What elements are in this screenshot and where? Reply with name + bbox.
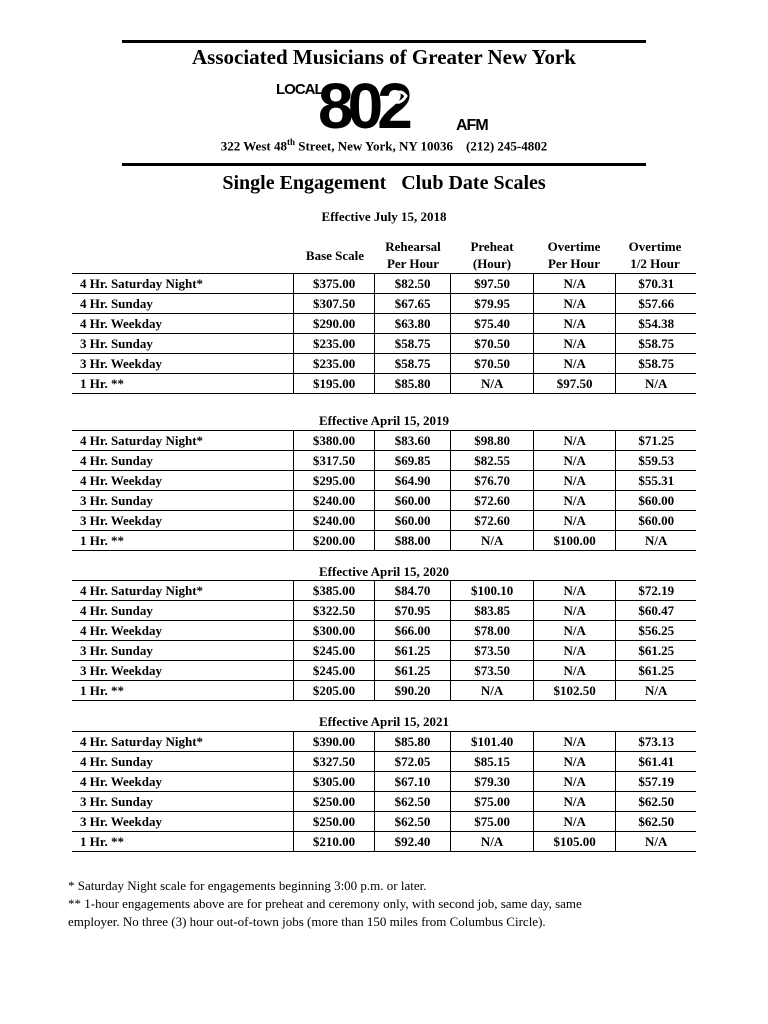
row-label: 4 Hr. Sunday xyxy=(80,296,153,311)
table-cell: $73.50 xyxy=(451,641,534,661)
table-cell: $57.66 xyxy=(616,294,696,314)
table-cell: $66.00 xyxy=(374,621,451,641)
table-cell: $72.60 xyxy=(451,491,534,511)
table-cell: N/A xyxy=(533,334,616,354)
table-cell: $62.50 xyxy=(616,792,696,812)
table-cell: $200.00 xyxy=(294,531,375,551)
table-cell: $54.38 xyxy=(616,314,696,334)
row-label: 4 Hr. Weekday xyxy=(80,623,162,638)
table-cell: $85.80 xyxy=(374,374,451,394)
table-cell: $72.19 xyxy=(616,581,696,601)
table-cell: $56.25 xyxy=(616,621,696,641)
table-cell: $290.00 xyxy=(294,314,375,334)
table-cell: $322.50 xyxy=(294,601,375,621)
table-row xyxy=(72,531,696,551)
table-cell: $70.95 xyxy=(374,601,451,621)
table-cell: $71.25 xyxy=(616,431,696,451)
table-row xyxy=(72,334,696,354)
table-row xyxy=(72,431,696,451)
row-label: 4 Hr. Weekday xyxy=(80,473,162,488)
table-cell: $85.80 xyxy=(374,732,451,752)
table-row xyxy=(72,641,696,661)
table-cell: $100.10 xyxy=(451,581,534,601)
table-row xyxy=(72,451,696,471)
effective-date-1: Effective July 15, 2018 xyxy=(321,209,447,224)
table-cell: $205.00 xyxy=(294,681,375,701)
table-cell: N/A xyxy=(533,601,616,621)
table-cell: $98.80 xyxy=(451,431,534,451)
table-cell: $79.30 xyxy=(451,772,534,792)
table-cell: N/A xyxy=(533,661,616,681)
table-cell: $70.50 xyxy=(451,334,534,354)
table-cell: $75.00 xyxy=(451,812,534,832)
row-label: 4 Hr. Sunday xyxy=(80,603,153,618)
table-cell: $67.10 xyxy=(374,772,451,792)
table-cell: $61.25 xyxy=(616,641,696,661)
scale-table-2021 xyxy=(72,731,696,852)
table-row xyxy=(72,354,696,374)
table-cell: $62.50 xyxy=(616,812,696,832)
table-cell: $375.00 xyxy=(294,274,375,294)
table-cell: $97.50 xyxy=(451,274,534,294)
table-cell: N/A xyxy=(451,531,534,551)
table-cell: N/A xyxy=(533,752,616,772)
table-cell: $327.50 xyxy=(294,752,375,772)
row-label: 4 Hr. Sunday xyxy=(80,453,153,468)
scale-table-2020 xyxy=(72,580,696,701)
table-row xyxy=(72,772,696,792)
table-cell: $295.00 xyxy=(294,471,375,491)
table-cell: $78.00 xyxy=(451,621,534,641)
local-802-logo xyxy=(276,76,496,132)
table-cell: N/A xyxy=(533,641,616,661)
table-cell: N/A xyxy=(533,792,616,812)
table-cell: N/A xyxy=(451,374,534,394)
col-base-scale: Base Scale xyxy=(305,248,365,263)
row-label: 3 Hr. Weekday xyxy=(80,356,162,371)
table-row xyxy=(72,581,696,601)
row-label: 1 Hr. ** xyxy=(80,376,124,391)
row-label: 3 Hr. Sunday xyxy=(80,336,153,351)
table-cell: $57.19 xyxy=(616,772,696,792)
table-cell: N/A xyxy=(533,581,616,601)
table-row xyxy=(72,621,696,641)
footnote-one-hour-line2: employer. No three (3) hour out-of-town jobs (more than 150 miles from Columbus Circle). xyxy=(68,914,546,929)
table-cell: $97.50 xyxy=(533,374,616,394)
col-rehearsal: Rehearsal Per Hour xyxy=(385,239,441,271)
row-label: 4 Hr. Saturday Night* xyxy=(80,583,204,598)
row-label: 1 Hr. ** xyxy=(80,683,124,698)
table-row xyxy=(72,752,696,772)
row-label: 3 Hr. Sunday xyxy=(80,794,153,809)
table-cell: $69.85 xyxy=(374,451,451,471)
table-cell: N/A xyxy=(451,681,534,701)
table-cell: $92.40 xyxy=(374,832,451,852)
table-cell: N/A xyxy=(533,431,616,451)
table-row xyxy=(72,792,696,812)
table-cell: $79.95 xyxy=(451,294,534,314)
scale-table-2018 xyxy=(72,273,696,394)
table-cell: N/A xyxy=(616,531,696,551)
effective-date-2: Effective April 15, 2019 xyxy=(319,413,449,428)
table-cell: $70.31 xyxy=(616,274,696,294)
row-label: 4 Hr. Saturday Night* xyxy=(80,276,204,291)
row-label: 4 Hr. Saturday Night* xyxy=(80,433,204,448)
table-cell: N/A xyxy=(533,274,616,294)
row-label: 4 Hr. Sunday xyxy=(80,754,153,769)
table-cell: $83.60 xyxy=(374,431,451,451)
table-row xyxy=(72,732,696,752)
table-row xyxy=(72,601,696,621)
org-title: Associated Musicians of Greater New York xyxy=(192,45,576,69)
table-cell: $85.15 xyxy=(451,752,534,772)
table-cell: $235.00 xyxy=(294,354,375,374)
footnote-saturday: * Saturday Night scale for engagements beginning 3:00 p.m. or later. xyxy=(68,878,427,893)
table-row xyxy=(72,491,696,511)
table-cell: $390.00 xyxy=(294,732,375,752)
table-cell: $61.41 xyxy=(616,752,696,772)
col-overtime-half: Overtime 1/2 Hour xyxy=(628,239,682,271)
table-cell: N/A xyxy=(533,451,616,471)
table-cell: N/A xyxy=(533,354,616,374)
table-cell: $105.00 xyxy=(533,832,616,852)
table-cell: $61.25 xyxy=(374,661,451,681)
table-cell: $62.50 xyxy=(374,812,451,832)
table-cell: $60.47 xyxy=(616,601,696,621)
table-cell: $58.75 xyxy=(374,334,451,354)
table-cell: $82.50 xyxy=(374,274,451,294)
table-cell: $61.25 xyxy=(374,641,451,661)
table-cell: $100.00 xyxy=(533,531,616,551)
table-row xyxy=(72,661,696,681)
table-cell: $55.31 xyxy=(616,471,696,491)
table-cell: $88.00 xyxy=(374,531,451,551)
table-cell: $102.50 xyxy=(533,681,616,701)
table-row xyxy=(72,812,696,832)
table-cell: N/A xyxy=(616,681,696,701)
mid-rule xyxy=(122,163,646,166)
table-row xyxy=(72,374,696,394)
table-cell: $72.05 xyxy=(374,752,451,772)
table-cell: $385.00 xyxy=(294,581,375,601)
table-row xyxy=(72,511,696,531)
table-cell: $245.00 xyxy=(294,661,375,681)
row-label: 4 Hr. Weekday xyxy=(80,774,162,789)
row-label: 1 Hr. ** xyxy=(80,834,124,849)
table-cell: $63.80 xyxy=(374,314,451,334)
row-label: 3 Hr. Weekday xyxy=(80,814,162,829)
table-cell: N/A xyxy=(533,621,616,641)
table-cell: $250.00 xyxy=(294,792,375,812)
table-cell: $101.40 xyxy=(451,732,534,752)
table-cell: $305.00 xyxy=(294,772,375,792)
table-cell: $58.75 xyxy=(616,334,696,354)
column-headers xyxy=(72,238,696,274)
table-cell: $380.00 xyxy=(294,431,375,451)
footnote-one-hour-line1: ** 1-hour engagements above are for preheat and ceremony only, with second job, same day, same xyxy=(68,896,582,911)
table-cell: $250.00 xyxy=(294,812,375,832)
row-label: 1 Hr. ** xyxy=(80,533,124,548)
table-cell: $60.00 xyxy=(616,511,696,531)
logo-afm-text: AFM xyxy=(456,117,488,132)
table-cell: $75.40 xyxy=(451,314,534,334)
table-cell: N/A xyxy=(533,491,616,511)
table-cell: $235.00 xyxy=(294,334,375,354)
effective-date-3: Effective April 15, 2020 xyxy=(319,564,449,579)
table-cell: $307.50 xyxy=(294,294,375,314)
table-cell: $195.00 xyxy=(294,374,375,394)
table-cell: N/A xyxy=(533,294,616,314)
table-cell: N/A xyxy=(533,314,616,334)
table-cell: $60.00 xyxy=(616,491,696,511)
table-row xyxy=(72,274,696,294)
table-cell: $59.53 xyxy=(616,451,696,471)
logo-number-text: 802 xyxy=(318,76,407,132)
table-cell: N/A xyxy=(616,832,696,852)
table-cell: $70.50 xyxy=(451,354,534,374)
table-cell: N/A xyxy=(451,832,534,852)
row-label: 4 Hr. Saturday Night* xyxy=(80,734,204,749)
table-cell: N/A xyxy=(533,732,616,752)
col-preheat: Preheat (Hour) xyxy=(470,239,514,271)
table-cell: $75.00 xyxy=(451,792,534,812)
table-cell: $82.55 xyxy=(451,451,534,471)
table-cell: $210.00 xyxy=(294,832,375,852)
row-label: 3 Hr. Weekday xyxy=(80,663,162,678)
table-row xyxy=(72,471,696,491)
table-cell: $84.70 xyxy=(374,581,451,601)
table-row xyxy=(72,294,696,314)
logo-local-text: LOCAL xyxy=(276,81,323,98)
table-cell: $61.25 xyxy=(616,661,696,681)
row-label: 3 Hr. Weekday xyxy=(80,513,162,528)
row-label: 3 Hr. Sunday xyxy=(80,493,153,508)
address: 322 West 48th Street, New York, NY 10036 (212) 245-4802 xyxy=(220,137,548,154)
table-cell: $60.00 xyxy=(374,511,451,531)
table-cell: $317.50 xyxy=(294,451,375,471)
table-cell: $73.13 xyxy=(616,732,696,752)
table-row xyxy=(72,314,696,334)
table-cell: $300.00 xyxy=(294,621,375,641)
table-cell: $67.65 xyxy=(374,294,451,314)
effective-date-4: Effective April 15, 2021 xyxy=(319,714,449,729)
table-cell: $58.75 xyxy=(374,354,451,374)
table-cell: N/A xyxy=(533,772,616,792)
table-cell: N/A xyxy=(533,511,616,531)
top-rule xyxy=(122,40,646,43)
table-cell: $240.00 xyxy=(294,511,375,531)
row-label: 4 Hr. Weekday xyxy=(80,316,162,331)
page-title: Single Engagement Club Date Scales xyxy=(222,172,546,194)
table-cell: $240.00 xyxy=(294,491,375,511)
table-row xyxy=(72,832,696,852)
table-cell: $83.85 xyxy=(451,601,534,621)
table-cell: $90.20 xyxy=(374,681,451,701)
table-cell: $73.50 xyxy=(451,661,534,681)
table-row xyxy=(72,681,696,701)
table-cell: $64.90 xyxy=(374,471,451,491)
table-cell: $72.60 xyxy=(451,511,534,531)
row-label: 3 Hr. Sunday xyxy=(80,643,153,658)
scale-table-2019 xyxy=(72,430,696,551)
table-cell: $60.00 xyxy=(374,491,451,511)
table-cell: $58.75 xyxy=(616,354,696,374)
table-cell: N/A xyxy=(533,812,616,832)
col-overtime-hour: Overtime Per Hour xyxy=(547,239,601,271)
table-cell: $245.00 xyxy=(294,641,375,661)
table-cell: $62.50 xyxy=(374,792,451,812)
table-cell: $76.70 xyxy=(451,471,534,491)
table-cell: N/A xyxy=(616,374,696,394)
table-cell: N/A xyxy=(533,471,616,491)
